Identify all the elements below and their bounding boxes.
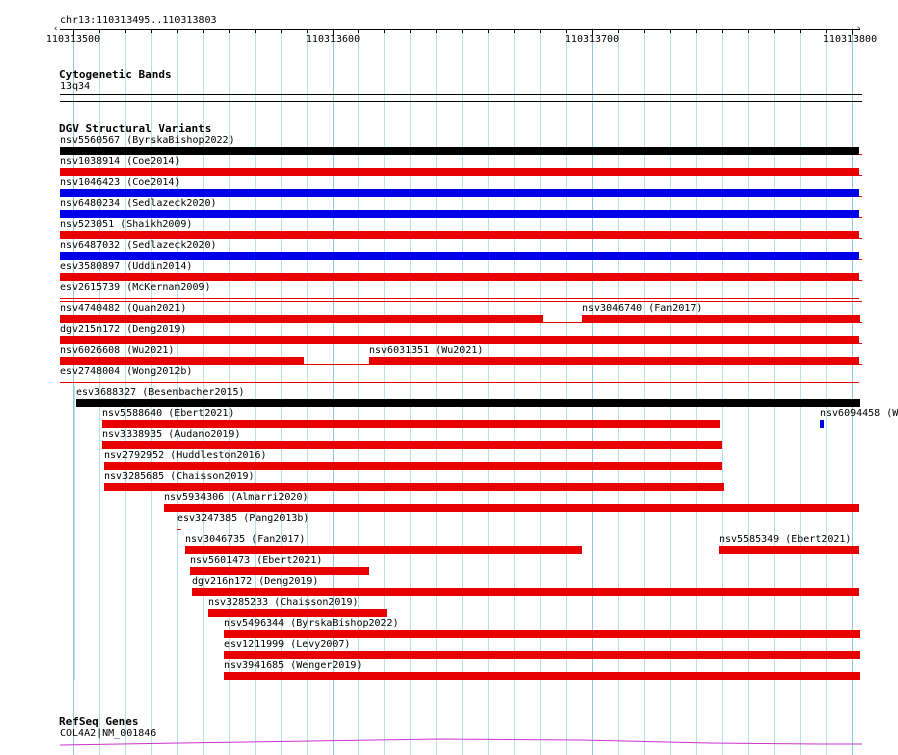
variant-bar[interactable]	[60, 382, 859, 383]
variant-label[interactable]: nsv1046423 (Coe2014)	[60, 177, 181, 188]
variant-label[interactable]: esv3580897 (Uddin2014)	[60, 261, 193, 272]
variant-label[interactable]: nsv5934306 (Almarri2020)	[164, 492, 309, 503]
variant-label[interactable]: nsv3941685 (Wenger2019)	[224, 660, 363, 671]
ruler-tick	[540, 29, 541, 33]
variant-label[interactable]: dgv216n172 (Deng2019)	[192, 576, 319, 587]
refseq-track-title[interactable]: RefSeq Genes	[59, 715, 139, 728]
variant-label[interactable]: nsv2792952 (Huddleston2016)	[104, 450, 267, 461]
variant-label[interactable]: nsv4740482 (Quan2021)	[60, 303, 187, 314]
ruler-tick	[410, 29, 411, 33]
variant-bar[interactable]	[104, 483, 724, 491]
ruler-tick	[281, 29, 282, 33]
ruler-tick	[125, 29, 126, 33]
variant-label[interactable]: nsv6026608 (Wu2021)	[60, 345, 175, 356]
variant-bar[interactable]	[224, 630, 860, 638]
variant-bar[interactable]	[369, 357, 859, 365]
variant-label[interactable]: esv2615739 (McKernan2009)	[60, 282, 211, 293]
ruler-tick	[774, 29, 775, 33]
variant-bar[interactable]	[185, 546, 582, 554]
variant-bar[interactable]	[208, 609, 387, 617]
variant-label[interactable]: nsv3046740 (Fan2017)	[582, 303, 703, 314]
refseq-gene-label[interactable]: COL4A2|NM_001846	[60, 728, 157, 739]
grid-line	[592, 28, 593, 755]
nested-guide-line	[74, 386, 75, 680]
variant-label[interactable]: nsv6487032 (Sedlazeck2020)	[60, 240, 217, 251]
ruler-tick	[696, 29, 697, 33]
variant-label[interactable]: nsv5585349 (Ebert2021)	[719, 534, 852, 545]
variant-bar[interactable]	[104, 462, 722, 470]
ruler-tick	[436, 29, 437, 33]
variant-bar[interactable]	[820, 420, 824, 428]
grid-line	[722, 28, 723, 755]
variant-label[interactable]: nsv6480234 (Sedlazeck2020)	[60, 198, 217, 209]
variant-bar[interactable]	[190, 567, 369, 575]
ruler-tick	[255, 29, 256, 33]
variant-bar[interactable]	[60, 315, 543, 323]
ruler-tick	[566, 29, 567, 33]
ruler-tick	[800, 29, 801, 33]
ruler-tick	[307, 29, 308, 33]
variant-bar[interactable]	[224, 651, 860, 659]
grid-line	[514, 28, 515, 755]
variant-label[interactable]: nsv6094458 (W	[820, 408, 898, 419]
variant-label[interactable]: nsv523051 (Shaikh2009)	[60, 219, 193, 230]
grid-line	[826, 28, 827, 755]
ruler-tick	[229, 29, 230, 33]
grid-line	[852, 28, 853, 755]
ruler-tick	[203, 29, 204, 33]
grid-line	[696, 28, 697, 755]
ruler-tick	[384, 29, 385, 33]
dgv-track-title[interactable]: DGV Structural Variants	[59, 122, 212, 135]
variant-label[interactable]: nsv5588640 (Ebert2021)	[102, 408, 235, 419]
variant-label[interactable]: esv2748004 (Wong2012b)	[60, 366, 193, 377]
variant-bar[interactable]	[60, 147, 859, 155]
variant-label[interactable]: nsv3046735 (Fan2017)	[185, 534, 306, 545]
grid-line	[618, 28, 619, 755]
grid-line	[540, 28, 541, 755]
grid-line	[384, 28, 385, 755]
ruler-tick	[670, 29, 671, 33]
variant-label[interactable]: nsv3285233 (Chaisson2019)	[208, 597, 359, 608]
variant-bar[interactable]	[60, 252, 859, 260]
variant-label[interactable]: esv3688327 (Besenbacher2015)	[76, 387, 245, 398]
cytoband-band[interactable]	[60, 94, 862, 95]
variant-label[interactable]: esv3247385 (Pang2013b)	[177, 513, 310, 524]
variant-bar[interactable]	[60, 168, 859, 176]
variant-bar[interactable]	[60, 210, 859, 218]
variant-label[interactable]: nsv5496344 (ByrskaBishop2022)	[224, 618, 399, 629]
variant-bar[interactable]	[719, 546, 859, 554]
variant-label[interactable]: dgv215n172 (Deng2019)	[60, 324, 187, 335]
ruler-tick	[462, 29, 463, 33]
ruler-tick	[618, 29, 619, 33]
scroll-right-icon[interactable]: ›	[856, 24, 862, 34]
variant-bar[interactable]	[60, 273, 859, 281]
ruler-tick	[644, 29, 645, 33]
variant-bar[interactable]	[60, 298, 859, 299]
ruler-tick-label: 110313800	[822, 34, 878, 45]
grid-line	[462, 28, 463, 755]
variant-label[interactable]: nsv3338935 (Audano2019)	[102, 429, 241, 440]
grid-line	[488, 28, 489, 755]
ruler-tick-label: 110313500	[45, 34, 101, 45]
ruler-tick	[748, 29, 749, 33]
ruler-tick	[514, 29, 515, 33]
row-separator	[60, 301, 862, 302]
variant-bar[interactable]	[582, 315, 860, 323]
variant-label[interactable]: esv1211999 (Levy2007)	[224, 639, 351, 650]
ruler-tick	[99, 29, 100, 33]
grid-line	[436, 28, 437, 755]
cytoband-label: 13q34	[60, 81, 91, 92]
grid-line	[358, 28, 359, 755]
ruler-tick	[722, 29, 723, 33]
ruler-tick	[358, 29, 359, 33]
ruler-tick	[488, 29, 489, 33]
variant-label[interactable]: nsv6031351 (Wu2021)	[369, 345, 484, 356]
grid-line	[566, 28, 567, 755]
scroll-left-icon[interactable]: ‹	[53, 24, 59, 34]
ruler-tick	[177, 29, 178, 33]
variant-label[interactable]: nsv3285685 (Chaisson2019)	[104, 471, 255, 482]
ruler-tick-label: 110313700	[564, 34, 620, 45]
variant-bar[interactable]	[60, 336, 859, 344]
variant-label[interactable]: nsv5601473 (Ebert2021)	[190, 555, 323, 566]
variant-bar[interactable]	[102, 441, 722, 449]
variant-bar[interactable]	[224, 672, 860, 680]
ruler-tick	[151, 29, 152, 33]
ruler-axis	[60, 29, 860, 30]
grid-line	[774, 28, 775, 755]
location-label: chr13:110313495..110313803	[60, 15, 217, 26]
refseq-gene-line[interactable]	[60, 736, 862, 746]
variant-bar[interactable]	[164, 504, 859, 512]
grid-line	[644, 28, 645, 755]
variant-bar[interactable]	[177, 529, 181, 530]
variant-bar[interactable]	[60, 357, 304, 365]
cytoband-band-bottom	[60, 101, 862, 102]
variant-bar[interactable]	[60, 231, 859, 239]
ruler-tick	[826, 29, 827, 33]
grid-line	[670, 28, 671, 755]
grid-line	[410, 28, 411, 755]
ruler-tick-label: 110313600	[305, 34, 361, 45]
grid-line	[800, 28, 801, 755]
variant-label[interactable]: nsv1038914 (Coe2014)	[60, 156, 181, 167]
variant-bar[interactable]	[76, 399, 860, 407]
variant-bar[interactable]	[192, 588, 859, 596]
grid-line	[748, 28, 749, 755]
variant-bar[interactable]	[102, 420, 720, 428]
variant-label[interactable]: nsv5560567 (ByrskaBishop2022)	[60, 135, 235, 146]
variant-bar[interactable]	[60, 189, 859, 197]
cytoband-track-title[interactable]: Cytogenetic Bands	[59, 68, 172, 81]
